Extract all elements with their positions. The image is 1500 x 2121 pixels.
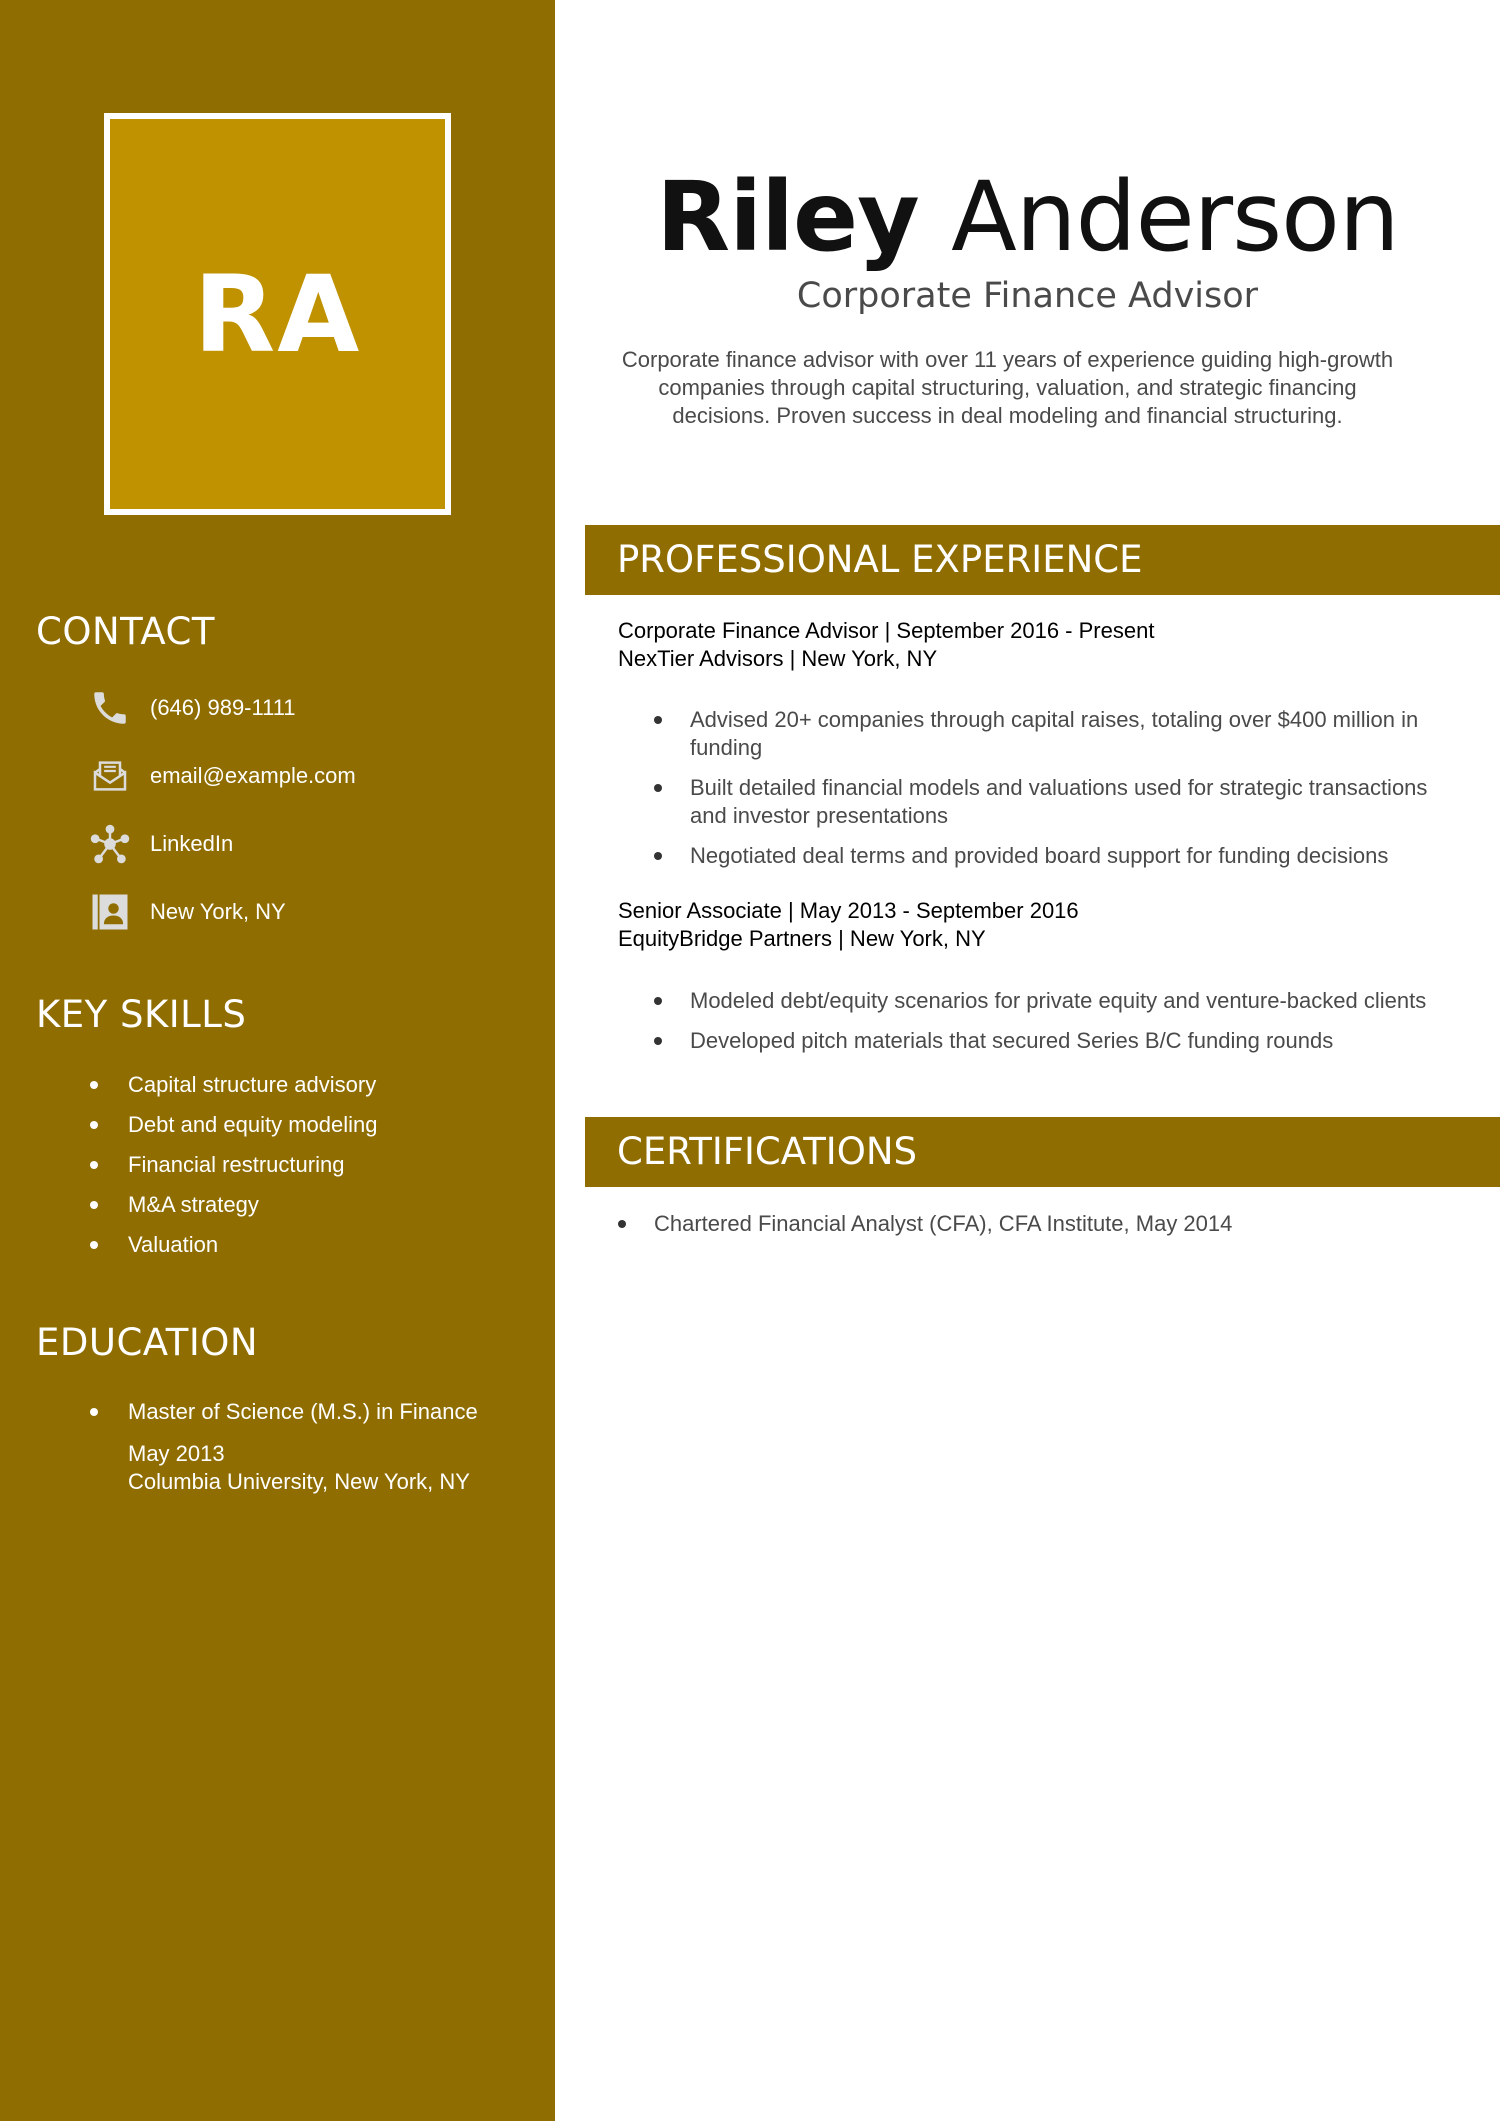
location-text: New York, NY [150, 899, 286, 924]
email-icon [88, 754, 132, 798]
job-title-line: Senior Associate | May 2013 - September 2016 [618, 898, 1079, 923]
experience-heading: PROFESSIONAL EXPERIENCE [585, 525, 1500, 595]
phone-text: (646) 989-1111 [150, 695, 296, 720]
list-item: Modeled debt/equity scenarios for private equity and venture-backed clients [652, 987, 1452, 1015]
sidebar [0, 0, 555, 2121]
summary: Corporate finance advisor with over 11 years of experience guiding high-growth companies through capital structuring, valuation, and strategic financing decisions. Proven success in deal modeling and financial structuring. [621, 347, 1394, 428]
education-entry [88, 1398, 478, 1496]
job-title-line: Corporate Finance Advisor | September 2016 - Present [618, 618, 1155, 643]
education-school: Columbia University, New York, NY [128, 1469, 470, 1494]
first-name: Riley [656, 161, 919, 273]
job-company-line: EquityBridge Partners | New York, NY [618, 926, 986, 951]
list-item: Capital structure advisory [88, 1072, 378, 1112]
linkedin-text[interactable]: LinkedIn [150, 831, 234, 856]
skills-list [88, 1072, 378, 1272]
list-item: Chartered Financial Analyst (CFA), CFA Institute, May 2014 [616, 1210, 1416, 1238]
education-date: May 2013 [128, 1441, 225, 1466]
list-item: Built detailed financial models and valuations used for strategic transactions and investor presentations [652, 774, 1452, 830]
email-text[interactable]: email@example.com [150, 763, 356, 788]
contact-phone [88, 684, 296, 732]
contact-linkedin[interactable] [88, 820, 233, 868]
phone-icon [88, 686, 132, 730]
education-degree: Master of Science (M.S.) in Finance [88, 1398, 478, 1426]
list-item: Debt and equity modeling [88, 1112, 378, 1152]
job-bullets [652, 706, 1452, 882]
certifications-list [616, 1210, 1416, 1250]
linkedin-network-icon [88, 822, 132, 866]
list-item: Valuation [88, 1232, 378, 1272]
education-heading: EDUCATION [36, 1321, 259, 1364]
contact-heading: CONTACT [36, 610, 215, 653]
contact-location [88, 888, 286, 936]
job-company-line: NexTier Advisors | New York, NY [618, 646, 938, 671]
key-skills-heading: KEY SKILLS [36, 993, 247, 1036]
monogram-box [104, 113, 451, 515]
contact-email[interactable] [88, 752, 356, 800]
location-card-icon [88, 890, 132, 934]
job-header [618, 897, 1079, 953]
initials: RA [193, 252, 362, 376]
list-item: Advised 20+ companies through capital raises, totaling over $400 million in funding [652, 706, 1452, 762]
candidate-name [555, 162, 1500, 272]
certifications-heading: CERTIFICATIONS [585, 1117, 1500, 1187]
job-header [618, 617, 1154, 673]
list-item: Developed pitch materials that secured Series B/C funding rounds [652, 1027, 1452, 1055]
list-item: Financial restructuring [88, 1152, 378, 1192]
list-item: Negotiated deal terms and provided board support for funding decisions [652, 842, 1452, 870]
last-name: Anderson [951, 161, 1399, 273]
list-item: M&A strategy [88, 1192, 378, 1232]
job-title: Corporate Finance Advisor [796, 276, 1259, 316]
job-bullets [652, 987, 1452, 1067]
